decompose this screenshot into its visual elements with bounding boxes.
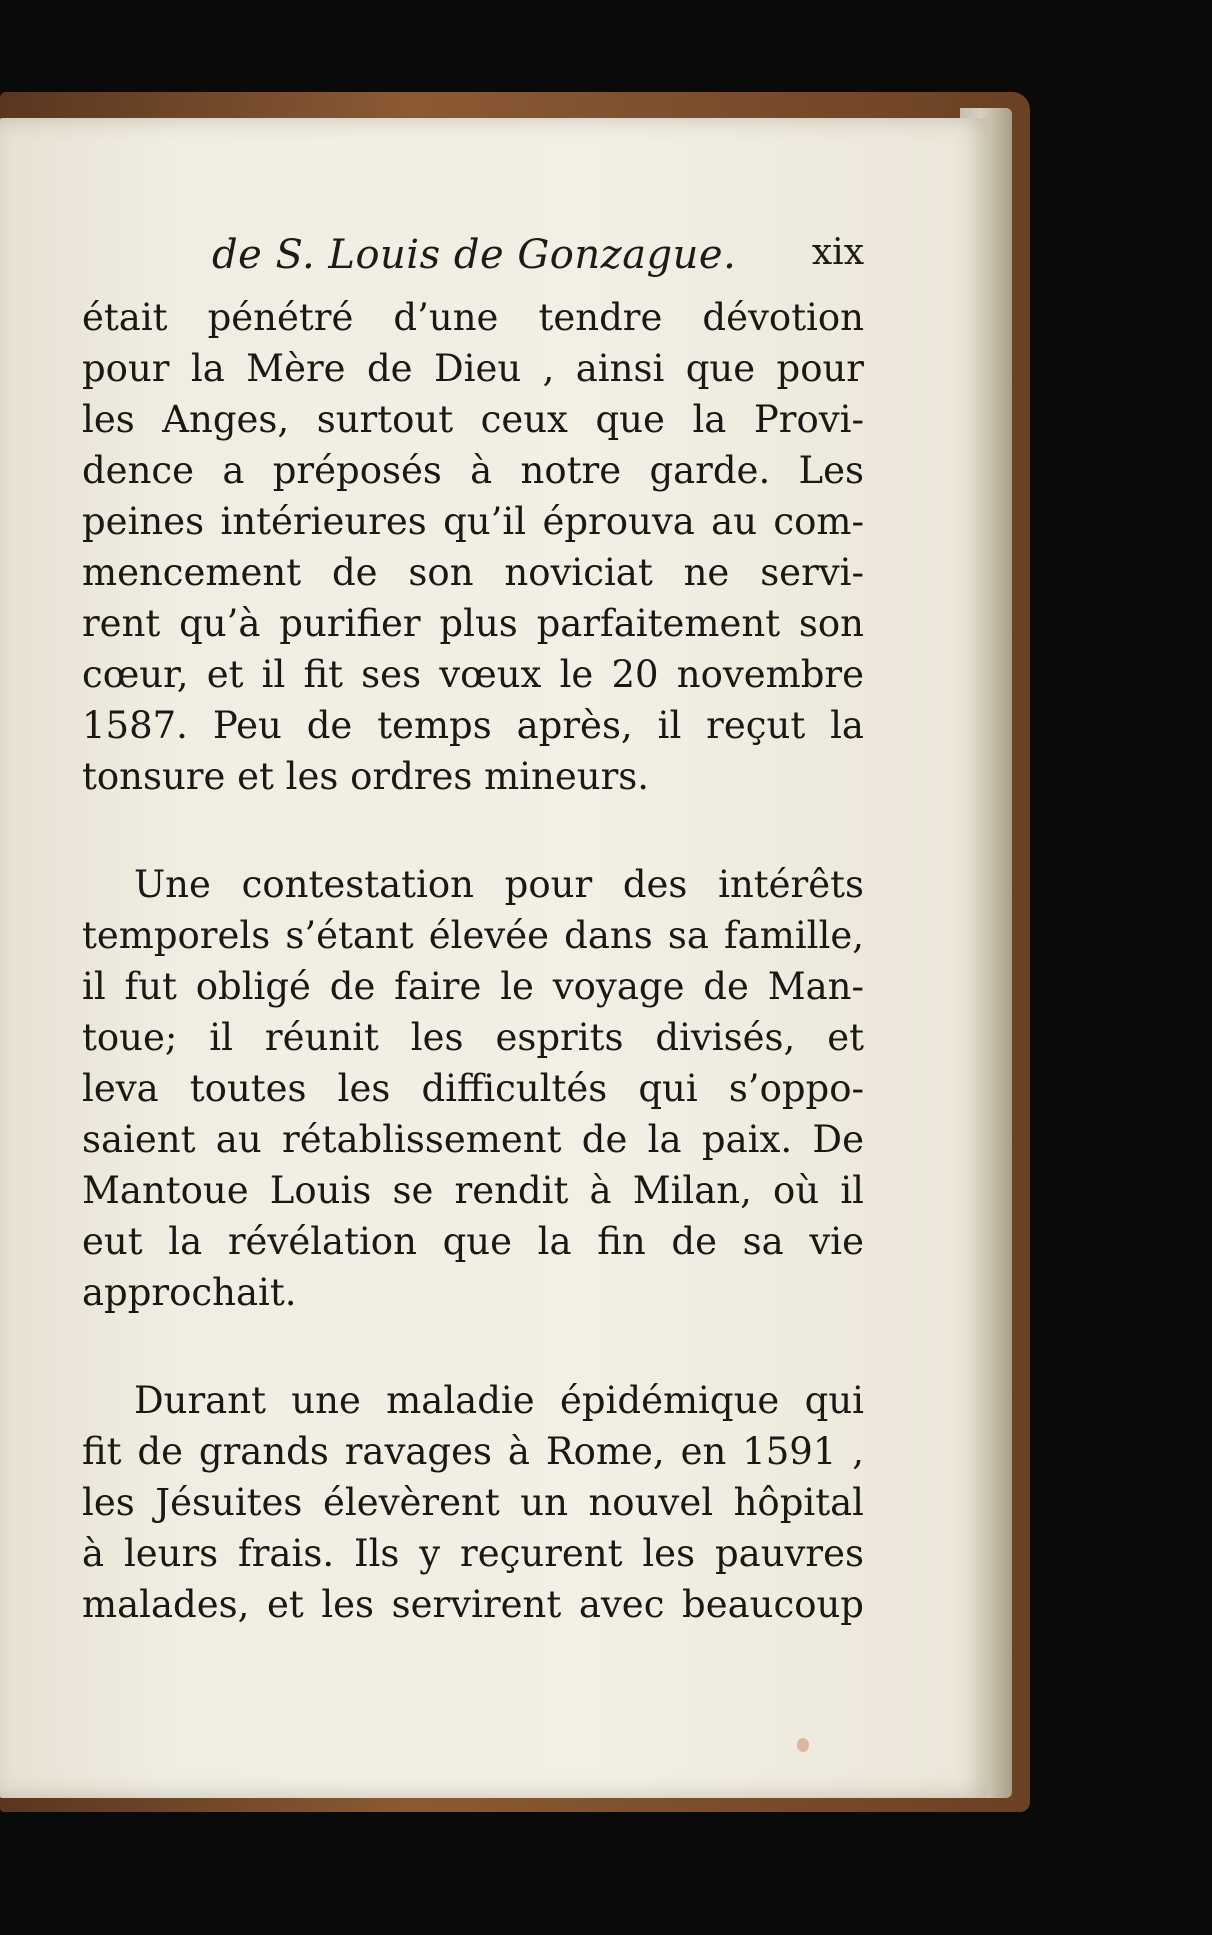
text-line: toue; il réunit les esprits divisés, et xyxy=(82,1016,864,1059)
text-line: à leurs frais. Ils y reçurent les pauvres xyxy=(82,1532,864,1575)
paragraph-3 xyxy=(82,1375,864,1630)
text-line: Une contestation pour des intérêts xyxy=(134,863,864,906)
text-line: Mantoue Louis se rendit à Milan, où il xyxy=(82,1169,864,1212)
page-number: xix xyxy=(811,232,864,273)
text-line: les Jésuites élevèrent un nouvel hôpital xyxy=(82,1481,864,1524)
text-line: malades, et les servirent avec beaucoup xyxy=(82,1583,864,1626)
text-line: rent qu’à purifier plus parfaitement son xyxy=(82,602,864,645)
running-head xyxy=(82,232,864,292)
text-line: il fut obligé de faire le voyage de Man- xyxy=(82,965,864,1008)
text-line: peines intérieures qu’il éprouva au com- xyxy=(82,500,864,543)
text-line: 1587. Peu de temps après, il reçut la xyxy=(82,704,864,747)
text-line: approchait. xyxy=(82,1271,297,1314)
text-line: saient au rétablissement de la paix. De xyxy=(82,1118,864,1161)
text-line: fit de grands ravages à Rome, en 1591 , xyxy=(82,1430,864,1473)
running-title: de S. Louis de Gonzague. xyxy=(212,232,737,278)
paragraph-1 xyxy=(82,292,864,802)
text-line: cœur, et il fit ses vœux le 20 novembre xyxy=(82,653,864,696)
paragraph-2 xyxy=(82,859,864,1318)
text-line: les Anges, surtout ceux que la Provi- xyxy=(82,398,864,441)
text-line: mencement de son noviciat ne servi- xyxy=(82,551,864,594)
text-line: dence a préposés à notre garde. Les xyxy=(82,449,864,492)
text-line: était pénétré d’une tendre dévotion xyxy=(82,296,864,339)
text-line: temporels s’étant élevée dans sa famille, xyxy=(82,914,864,957)
body-text xyxy=(82,292,864,1630)
foxing-spot xyxy=(797,1738,809,1752)
text-line: Durant une maladie épidémique qui xyxy=(134,1379,864,1422)
text-line: pour la Mère de Dieu , ainsi que pour xyxy=(82,347,864,390)
text-line: tonsure et les ordres mineurs. xyxy=(82,755,650,798)
text-line: eut la révélation que la fin de sa vie xyxy=(82,1220,864,1263)
text-line: leva toutes les difficultés qui s’oppo- xyxy=(82,1067,864,1110)
